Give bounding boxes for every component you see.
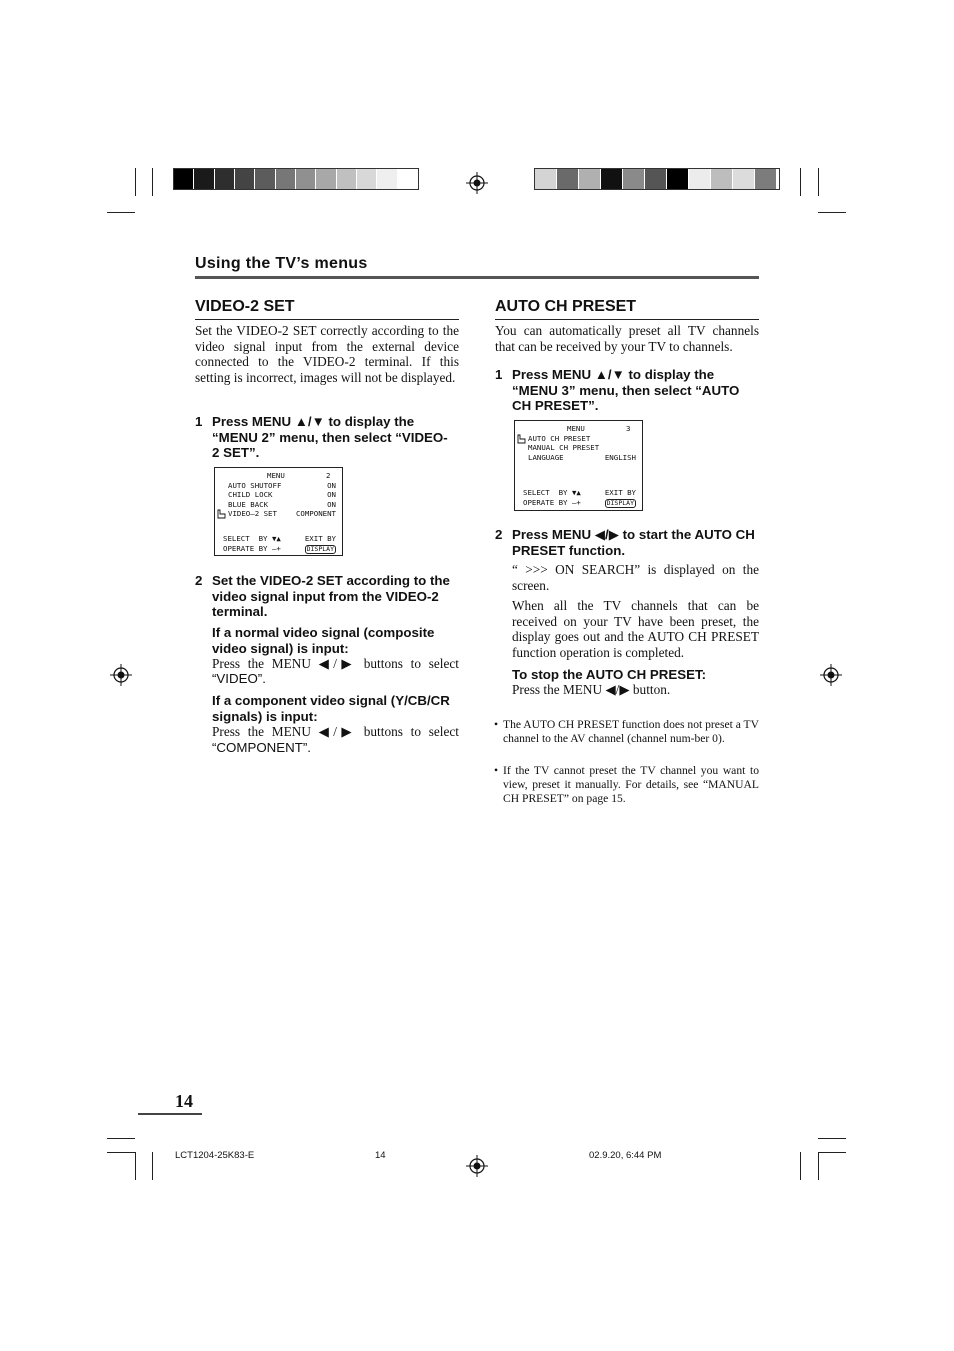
color-swatch: [601, 169, 623, 189]
osd-operate-by: OPERATE BY –+: [523, 498, 581, 507]
osd-select-by: SELECT BY ▼▲: [523, 488, 581, 497]
note-bullet: •: [494, 764, 499, 777]
osd-exit-by: EXIT BY: [604, 488, 636, 497]
stop-text: Press the MENU ◀/▶ button.: [512, 682, 671, 697]
osd-row-value: ENGLISH: [604, 453, 636, 462]
color-swatch: [645, 169, 667, 189]
color-swatch: [689, 169, 711, 189]
osd-exit-by: EXIT BY: [304, 534, 336, 543]
step-number: 1: [495, 367, 503, 382]
video2-heading-rule: [195, 319, 459, 320]
osd-operate-by: OPERATE BY –+: [223, 544, 281, 553]
osd-select-by: SELECT BY ▼▲: [223, 534, 281, 543]
osd-row-label: LANGUAGE: [528, 453, 564, 462]
section-rule: [195, 276, 759, 279]
footer-file: LCT1204-25K83-E: [175, 1150, 255, 1161]
osd-page: 3: [626, 424, 631, 433]
osd-row-value: ON: [327, 481, 336, 490]
color-swatch: [579, 169, 601, 189]
crop-mark: [107, 212, 135, 213]
osd-row-label: CHILD LOCK: [228, 490, 273, 499]
note-bullet: •: [494, 718, 499, 731]
page-number: 14: [175, 1091, 193, 1111]
case1-text-a: Press the MENU ◀/▶ buttons to select: [212, 656, 459, 671]
color-swatch: [711, 169, 733, 189]
color-swatch: [255, 169, 275, 189]
menu2-osd: [214, 467, 343, 556]
done-message: When all the TV channels that can be received on your TV have been preset, the display goes out and the AUTO CH PRESET function operation is completed.: [512, 598, 759, 660]
color-swatch: [557, 169, 579, 189]
step-number: 2: [495, 527, 503, 542]
registration-mark-icon: [466, 1155, 488, 1177]
osd-display-badge: DISPLAY: [306, 545, 334, 553]
color-swatch: [276, 169, 296, 189]
color-swatch: [337, 169, 357, 189]
color-swatch: [733, 169, 755, 189]
footer-page: 14: [375, 1150, 386, 1161]
color-swatch: [623, 169, 645, 189]
osd-title: MENU: [267, 471, 285, 480]
color-swatch: [357, 169, 377, 189]
color-swatch: [535, 169, 557, 189]
crop-mark: [135, 168, 136, 196]
color-swatch: [296, 169, 316, 189]
auto-ch-step2: Press MENU ◀/▶ to start the AUTO CH PRESET function.: [512, 527, 755, 558]
color-swatch: [398, 169, 418, 189]
step-number: 1: [195, 414, 203, 429]
osd-row-label: AUTO SHUTOFF: [228, 481, 282, 490]
pointer-hand-icon: [517, 434, 527, 444]
crop-mark: [818, 1138, 846, 1139]
video2-heading: VIDEO-2 SET: [195, 298, 295, 315]
osd-row-label: BLUE BACK: [228, 500, 269, 509]
footer-date: 02.9.20, 6:44 PM: [589, 1150, 662, 1161]
osd-row-value: COMPONENT: [295, 509, 336, 518]
video2-step2: Set the VIDEO-2 SET according to the video signal input from the VIDEO-2 terminal.: [212, 573, 450, 620]
color-swatch: [316, 169, 336, 189]
search-message: “ >>> ON SEARCH” is displayed on the screen.: [512, 562, 759, 593]
stop-title: To stop the AUTO CH PRESET:: [512, 667, 707, 682]
color-swatch: [667, 169, 689, 189]
video2-intro: Set the VIDEO-2 SET correctly according to the video signal input from the external device connected to the VIDEO-2 terminal. If this setting is incorrect, images will not be displayed.: [195, 323, 459, 385]
crop-mark: [818, 168, 819, 196]
right-color-bar: [534, 168, 780, 190]
osd-row-label: VIDEO–2 SET: [228, 509, 277, 518]
note-2: If the TV cannot preset the TV channel you want to view, preset it manually. For details, see “MANUAL CH PRESET” on page 15.: [503, 764, 759, 805]
crop-mark: [818, 212, 846, 213]
page-number-rule: [138, 1113, 202, 1115]
color-swatch: [755, 169, 777, 189]
auto-ch-preset-heading: AUTO CH PRESET: [495, 298, 637, 315]
osd-row-value: ON: [327, 500, 336, 509]
registration-mark-icon: [110, 664, 132, 686]
case2-text-b: “COMPONENT”.: [212, 740, 311, 755]
registration-mark-icon: [466, 172, 488, 194]
osd-title: MENU: [567, 424, 585, 433]
registration-mark-icon: [820, 664, 842, 686]
auto-ch-preset-heading-rule: [495, 319, 759, 320]
osd-row-label: MANUAL CH PRESET: [528, 443, 600, 452]
crop-mark: [800, 1152, 801, 1180]
crop-mark: [818, 1152, 846, 1153]
osd-row-value: ON: [327, 490, 336, 499]
crop-mark: [818, 1152, 819, 1180]
auto-ch-preset-intro: You can automatically preset all TV channels that can be received by your TV to channels.: [495, 323, 759, 354]
crop-mark: [107, 1152, 135, 1153]
auto-ch-step1: Press MENU ▲/▼ to display the “MENU 3” menu, then select “AUTO CH PRESET”.: [512, 367, 740, 414]
color-swatch: [194, 169, 214, 189]
video2-step1: Press MENU ▲/▼ to display the “MENU 2” menu, then select “VIDEO-2 SET”.: [212, 414, 448, 461]
left-color-bar: [173, 168, 419, 190]
crop-mark: [135, 1152, 136, 1180]
crop-mark: [107, 1138, 135, 1139]
osd-row-label: AUTO CH PRESET: [528, 434, 591, 443]
osd-display-badge: DISPLAY: [606, 499, 634, 507]
crop-mark: [800, 168, 801, 196]
note-1: The AUTO CH PRESET function does not preset a TV channel to the AV channel (channel num-ber 0).: [503, 718, 760, 745]
pointer-hand-icon: [217, 509, 227, 519]
case1-title: If a normal video signal (composite video signal) is input:: [212, 625, 435, 656]
color-swatch: [377, 169, 397, 189]
case1-text-b: “VIDEO”.: [212, 671, 266, 686]
color-swatch: [174, 169, 194, 189]
section-title: Using the TV’s menus: [195, 255, 368, 272]
crop-mark: [152, 168, 153, 196]
step-number: 2: [195, 573, 203, 588]
osd-page: 2: [326, 471, 331, 480]
case2-title: If a component video signal (Y/CB/CR signals) is input:: [212, 693, 450, 724]
crop-mark: [152, 1152, 153, 1180]
case2-text-a: Press the MENU ◀/▶ buttons to select: [212, 724, 459, 739]
color-swatch: [215, 169, 235, 189]
color-swatch: [235, 169, 255, 189]
menu3-osd: [514, 420, 643, 511]
